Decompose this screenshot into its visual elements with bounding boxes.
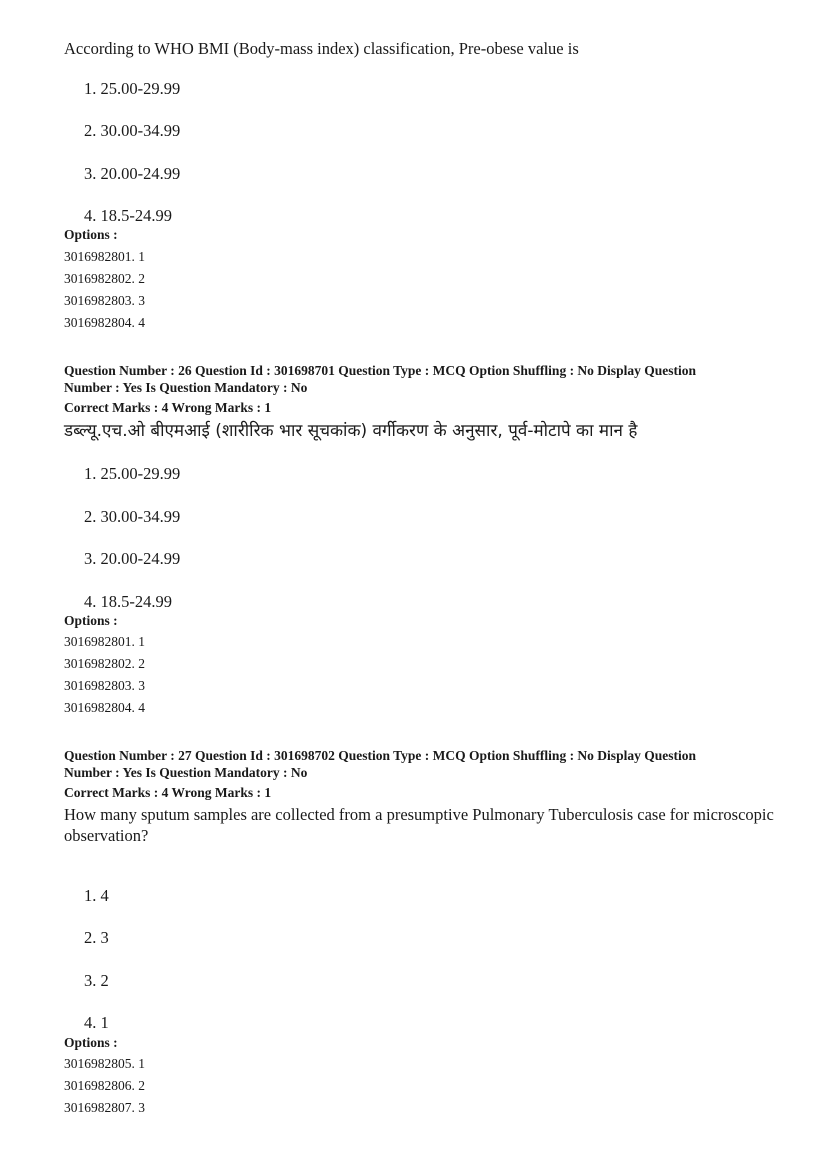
marks-line: Correct Marks : 4 Wrong Marks : 1 bbox=[64, 400, 272, 415]
answer-choice-3: 3. 20.00-24.99 bbox=[84, 164, 181, 183]
answer-choice-4: 4. 18.5-24.99 bbox=[84, 206, 172, 225]
option-code: 3016982801. 1 bbox=[64, 249, 145, 264]
options-label: Options : bbox=[64, 613, 118, 628]
answer-choice-3: 3. 20.00-24.99 bbox=[84, 549, 181, 568]
answer-choice-2: 2. 3 bbox=[84, 928, 109, 947]
answer-choice-1: 1. 25.00-29.99 bbox=[84, 464, 181, 483]
question-meta bbox=[64, 362, 764, 396]
question-meta-line: Number : Yes Is Question Mandatory : No bbox=[64, 380, 308, 395]
marks-line: Correct Marks : 4 Wrong Marks : 1 bbox=[64, 785, 272, 800]
option-code: 3016982806. 2 bbox=[64, 1078, 145, 1093]
option-code: 3016982802. 2 bbox=[64, 656, 145, 671]
options-label: Options : bbox=[64, 1035, 118, 1050]
question-meta-line: Question Number : 27 Question Id : 301698702 Question Type : MCQ Option Shuffling : No Display Question bbox=[64, 748, 696, 763]
answer-choice-4: 4. 1 bbox=[84, 1013, 109, 1032]
option-code: 3016982804. 4 bbox=[64, 315, 145, 330]
answer-choice-2: 2. 30.00-34.99 bbox=[84, 121, 181, 140]
option-code: 3016982802. 2 bbox=[64, 271, 145, 286]
option-code: 3016982803. 3 bbox=[64, 293, 145, 308]
question-meta-line: Number : Yes Is Question Mandatory : No bbox=[64, 765, 308, 780]
question-text-hindi: डब्ल्यू.एच.ओ बीएमआई (शारीरिक भार सूचकांक) वर्गीकरण के अनुसार, पूर्व-मोटापे का मान है bbox=[64, 421, 638, 441]
answer-choice-2: 2. 30.00-34.99 bbox=[84, 507, 181, 526]
option-code: 3016982803. 3 bbox=[64, 678, 145, 693]
answer-choice-3: 3. 2 bbox=[84, 971, 109, 990]
answer-choice-4: 4. 18.5-24.99 bbox=[84, 592, 172, 611]
question-text: According to WHO BMI (Body-mass index) classification, Pre-obese value is bbox=[64, 39, 579, 58]
option-code: 3016982804. 4 bbox=[64, 700, 145, 715]
question-meta bbox=[64, 747, 764, 781]
answer-choice-1: 1. 4 bbox=[84, 886, 109, 905]
question-text: How many sputum samples are collected from a presumptive Pulmonary Tuberculosis case for microscopic observation? bbox=[64, 805, 774, 845]
options-label: Options : bbox=[64, 227, 118, 242]
option-code: 3016982801. 1 bbox=[64, 634, 145, 649]
option-code: 3016982807. 3 bbox=[64, 1100, 145, 1115]
question-meta-line: Question Number : 26 Question Id : 301698701 Question Type : MCQ Option Shuffling : No Display Question bbox=[64, 363, 696, 378]
option-code: 3016982805. 1 bbox=[64, 1056, 145, 1071]
answer-choice-1: 1. 25.00-29.99 bbox=[84, 79, 181, 98]
